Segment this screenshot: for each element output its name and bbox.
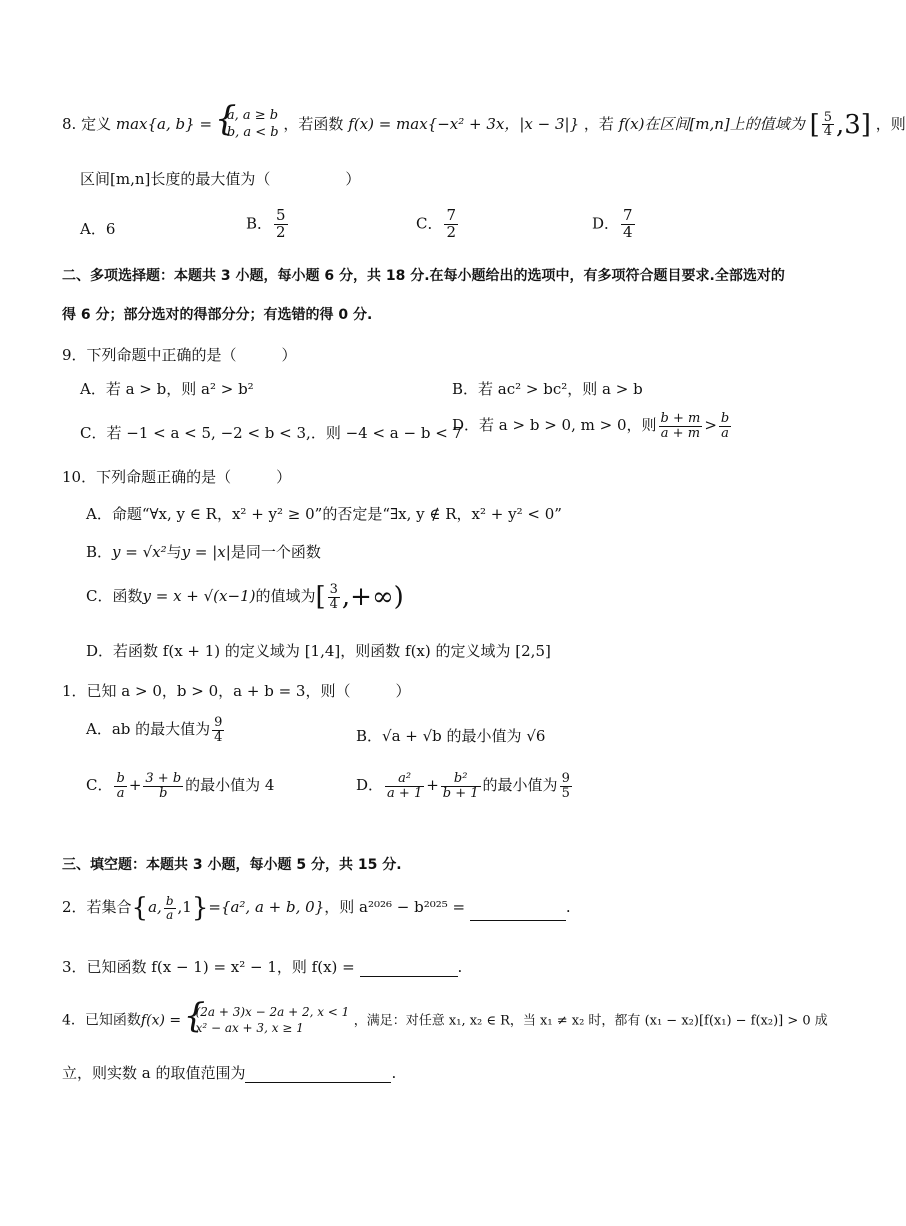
q14-fx: f(x) =	[140, 1012, 182, 1029]
q14-line1	[62, 1005, 828, 1036]
q10-option-d: D．若函数 f(x + 1) 的定义域为 [1,4]，则函数 f(x) 的定义域为 [2,5]	[86, 642, 551, 660]
q11-d-frac3	[560, 772, 572, 800]
q9-d-pre: D．若 a > b > 0, m > 0，则	[452, 416, 657, 435]
q12-set1-b: ,1	[177, 898, 192, 917]
q14-piecewise	[186, 1005, 350, 1036]
q10-c-left: [	[315, 582, 326, 613]
q9-d-num: b + m	[660, 411, 701, 426]
q8-b-num: 5	[276, 206, 286, 224]
q8-piecewise	[217, 108, 279, 142]
q8-range-right: ,3]	[836, 109, 871, 140]
q10-b-math2: y = |x|	[181, 543, 231, 561]
q10-c-den: 4	[329, 596, 338, 612]
q11-option-c	[86, 772, 274, 800]
q10-c-mid: 的值域为	[255, 587, 316, 606]
q11-a-num: 9	[214, 715, 223, 730]
q10-b-math1: y = √x²	[112, 543, 167, 561]
q14-line2-text: 立，则实数 a 的取值范围为	[62, 1064, 246, 1082]
q8-range-frac	[822, 111, 834, 139]
q11-c-d2: b	[159, 785, 168, 801]
q8-option-c-frac	[444, 208, 458, 241]
q8-line2: 区间[m,n]长度的最大值为（ ）	[80, 170, 361, 188]
q12-answer-blank[interactable]	[470, 906, 566, 921]
q10-stem: 10．下列命题正确的是（ ）	[62, 468, 292, 486]
q8-func-def: f(x) = max{−x² + 3x，|x − 3|}	[348, 114, 580, 133]
q9-option-c: C．若 −1 < a < 5, −2 < b < 3,．则 −4 < a − b < 7	[80, 424, 463, 442]
q11-d-den: 5	[561, 785, 570, 801]
q11-a-frac	[212, 716, 224, 744]
q12-set1-num: b	[165, 894, 174, 908]
q11-c-plus: +	[128, 776, 142, 795]
q8-option-c	[416, 208, 460, 241]
q10-option-b	[86, 541, 321, 562]
section2-heading-line1: 二、多项选择题：本题共 3 小题，每小题 6 分，共 18 分.在每小题给出的选项中，有多项符合题目要求.全部选对的	[62, 268, 785, 284]
q10-b-post: 是同一个函数	[230, 543, 321, 561]
q8-d-num: 7	[623, 206, 633, 224]
q11-d-d1: a + 1	[387, 785, 423, 801]
q11-d-n2: b²	[441, 772, 481, 787]
q8-d-den: 4	[623, 222, 633, 241]
q8-option-d-label: D．	[592, 214, 620, 233]
q11-option-a	[86, 716, 226, 744]
q11-d-pre: D．	[356, 776, 384, 795]
q12-end: .	[565, 898, 571, 917]
q10-c-frac	[328, 583, 340, 611]
q8-def-func: max{a, b} =	[115, 114, 213, 133]
q13-line	[62, 956, 462, 977]
q12-set1-frac	[164, 895, 176, 921]
q11-c-frac2	[143, 772, 183, 800]
q8-option-b	[246, 208, 290, 241]
q12-pre: 2．若集合	[62, 898, 132, 917]
q10-c-num: 3	[329, 582, 338, 597]
q12-set1-a: a,	[148, 898, 162, 917]
q8-c-num: 7	[446, 206, 457, 224]
q8-text3: ，若	[583, 114, 614, 133]
q14-answer-blank[interactable]	[245, 1068, 391, 1083]
q11-d-frac1	[385, 772, 424, 800]
q8-option-b-label: B．	[246, 214, 273, 233]
q8-line1	[62, 108, 906, 142]
q11-d-plus: +	[426, 776, 439, 795]
q11-c-d1: a	[116, 785, 125, 801]
q8-option-b-frac	[274, 208, 288, 241]
q11-d-d2: b + 1	[442, 785, 479, 801]
q9-option-b: B．若 ac² > bc²，则 a > b	[452, 380, 643, 398]
q11-d-num: 9	[561, 771, 570, 786]
q12-set1-den: a	[166, 907, 174, 922]
q12-set1-brace-right: }	[191, 893, 209, 924]
q10-b-mid: 与	[166, 543, 182, 561]
q9-d-frac1	[659, 412, 703, 440]
q8-b-den: 2	[276, 222, 286, 241]
q8-text1: 定义	[81, 114, 112, 133]
q12-set1-brace-left: {	[131, 893, 149, 924]
q9-d-den2: a	[721, 425, 729, 441]
q8-text4: f(x)在区间[m,n]上的值域为	[618, 114, 805, 133]
section2-heading-line2: 得 6 分；部分选对的得部分分；有选错的得 0 分.	[62, 307, 373, 323]
q10-c-right: ,+∞)	[341, 582, 404, 613]
q8-c-den: 2	[446, 222, 457, 241]
q13-end: .	[457, 958, 463, 976]
q11-a-den: 4	[214, 729, 223, 745]
q11-d-frac2	[441, 772, 481, 800]
section3-heading: 三、填空题：本题共 3 小题，每小题 5 分，共 15 分.	[62, 857, 402, 873]
q8-case1: { a, a ≥ b	[226, 108, 279, 123]
q14-case1: { (2a + 3)x − 2a + 2, x < 1	[195, 1005, 350, 1019]
q8-range-num: 5	[823, 109, 832, 125]
q11-c-post: 的最小值为 4	[185, 776, 275, 795]
q14-end: .	[391, 1064, 397, 1082]
q9-d-gt: >	[704, 416, 717, 435]
q8-option-a: A．6	[80, 220, 116, 238]
q9-option-a: A．若 a > b，则 a² > b²	[80, 380, 254, 398]
q10-b-pre: B．	[86, 543, 113, 561]
q8-range-left: [	[809, 109, 820, 140]
q12-line	[62, 893, 571, 924]
q8-number: 8.	[62, 114, 77, 133]
q9-d-frac2	[719, 412, 731, 440]
q13-pre: 3．已知函数 f(x − 1) = x² − 1，则 f(x) =	[62, 958, 355, 976]
q11-c-n1: b	[116, 771, 125, 786]
q8-case2: b, a < b	[226, 124, 279, 140]
q11-option-d	[356, 772, 574, 800]
q13-answer-blank[interactable]	[360, 962, 458, 977]
q10-option-c	[86, 583, 404, 611]
q11-stem: 1．已知 a > 0，b > 0，a + b = 3，则（ ）	[62, 682, 411, 700]
q11-d-mid: 的最小值为	[482, 776, 558, 795]
q8-option-d	[592, 208, 637, 241]
q10-c-math: y = x + √(x−1)	[142, 587, 256, 606]
q9-d-num2: b	[720, 411, 730, 426]
q14-pre: 4．已知函数	[62, 1012, 141, 1029]
q11-c-frac1	[114, 772, 126, 800]
q12-post: ，则 a²⁰²⁶ − b²⁰²⁵ =	[324, 898, 466, 917]
q11-d-n1: a²	[385, 772, 424, 787]
q8-option-c-label: C．	[416, 214, 443, 233]
q8-range-den: 4	[823, 124, 832, 140]
q9-option-d	[452, 412, 733, 440]
q10-c-pre: C．函数	[86, 587, 143, 606]
q9-d-den: a + m	[660, 425, 701, 441]
q11-a-pre: A．ab 的最大值为	[86, 720, 211, 739]
q8-text2: ，若函数	[283, 114, 344, 133]
q11-c-pre: C．	[86, 776, 113, 795]
q8-text5: ，则	[875, 114, 906, 133]
q9-stem: 9．下列命题中正确的是（ ）	[62, 346, 297, 364]
q11-c-n2: 3 + b	[145, 771, 182, 786]
q11-option-b: B．√a + √b 的最小值为 √6	[356, 727, 546, 745]
q12-eq: =	[208, 898, 221, 917]
q8-option-d-frac	[621, 208, 635, 241]
q14-case2: x² − ax + 3, x ≥ 1	[195, 1020, 304, 1035]
q14-post: ，满足：对任意 x₁, x₂ ∈ R，当 x₁ ≠ x₂ 时，都有 (x₁ − x₂)[f(x₁) − f(x₂)] > 0 成	[353, 1013, 828, 1029]
q14-line2	[62, 1062, 396, 1083]
q12-set2: {a², a + b, 0}	[220, 898, 325, 917]
q10-option-a: A．命题“∀x, y ∈ R，x² + y² ≥ 0”的否定是“∃x, y ∉ R，x² + y² < 0”	[86, 505, 562, 523]
